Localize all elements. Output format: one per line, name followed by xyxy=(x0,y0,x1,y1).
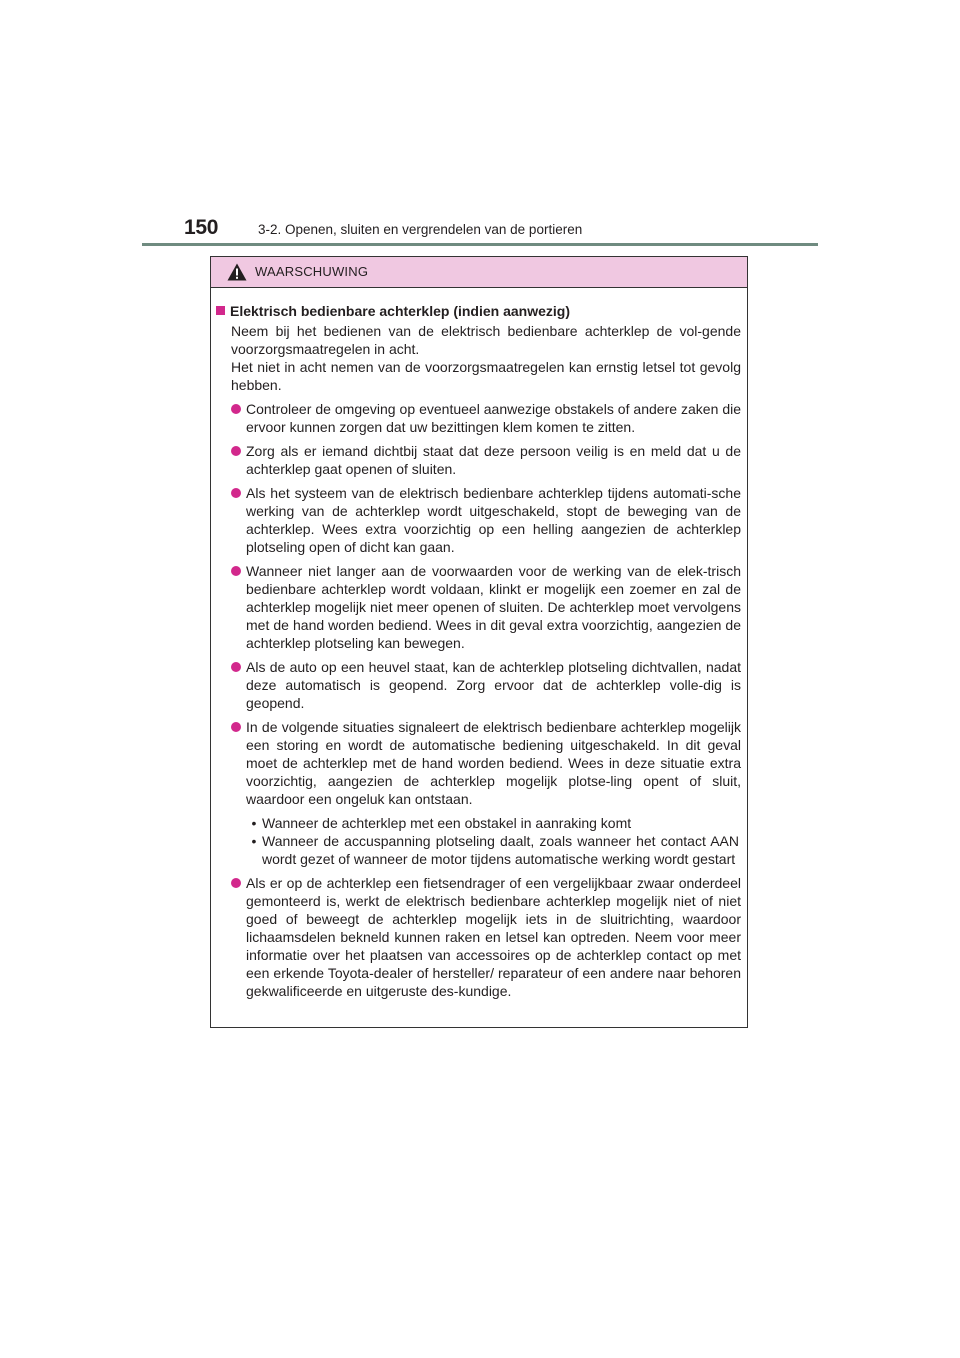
bullet-item xyxy=(216,718,741,808)
bullet-body xyxy=(246,718,741,808)
warning-label: WAARSCHUWING xyxy=(255,264,369,279)
round-bullet-icon xyxy=(231,446,241,456)
warning-content xyxy=(211,288,747,1000)
bullet-item xyxy=(216,442,741,478)
round-bullet-icon xyxy=(231,488,241,498)
header-rule xyxy=(142,243,818,246)
bullet-text: Als er op de achterklep een fietsendrager of een vergelijkbaar zwaar onderdeel gemonteerd is, werkt de elektrisch bedienbare achterklep mogelijk niet of niet goed of beweegt de achterklep mogelijk iets in de sluitrichting, waardoor lichaamsdelen bekneld kunnen raken en letsel kan optreden. Neem voor meer informatie over het plaatsen van accessoires op de achterklep contact op met een erkende Toyota-dealer of hersteller/ reparateur of een andere naar behoren gekwalificeerde en uitgeruste des-kundige. xyxy=(246,875,741,999)
square-bullet-icon xyxy=(216,306,225,315)
page-number: 150 xyxy=(184,216,219,239)
round-bullet-icon xyxy=(231,878,241,888)
bullet-item xyxy=(216,562,741,652)
round-bullet-icon xyxy=(231,566,241,576)
intro-text xyxy=(216,322,741,394)
bullet-item xyxy=(216,400,741,436)
round-bullet-icon xyxy=(231,662,241,672)
bullet-text: Als de auto op een heuvel staat, kan de achterklep plotseling dichtvallen, nadat deze automatisch is geopend. Zorg ervoor dat de achterklep volle-dig is geopend. xyxy=(246,659,741,711)
intro-paragraph: Neem bij het bedienen van de elektrisch bedienbare achterklep de vol-gende voorzorgsmaatregelen in acht. xyxy=(231,323,741,357)
sub-item xyxy=(246,832,741,868)
round-bullet-icon xyxy=(231,404,241,414)
section-heading xyxy=(216,302,741,320)
sub-bullet: • xyxy=(251,833,257,849)
bullet-text: In de volgende situaties signaleert de elektrisch bedienbare achterklep mogelijk een storing en wordt de automatische bediening uitgeschakeld. In dit geval moet de achterklep met de hand worden bediend. Wees in deze situatie extra voorzichtig, aangezien de achterklep mogelijk plotse-ling opent of sluit, waardoor een ongeluk kan ontstaan. xyxy=(246,719,741,807)
sub-list xyxy=(246,814,741,868)
sub-item-text: Wanneer de accuspanning plotseling daalt, zoals wanneer het contact AAN wordt gezet of wanneer de motor tijdens automatische werking wordt gestart xyxy=(262,833,739,867)
warning-triangle-icon xyxy=(227,263,247,281)
bullet-text: Controleer de omgeving op eventueel aanwezige obstakels of andere zaken die ervoor kunnen zorgen dat uw bezittingen klem komen te zitten. xyxy=(246,401,741,435)
bullet-item xyxy=(216,874,741,1000)
round-bullet-icon xyxy=(231,722,241,732)
section-title: Elektrisch bedienbare achterklep (indien aanwezig) xyxy=(230,303,570,319)
chapter-title: 3-2. Openen, sluiten en vergrendelen van de portieren xyxy=(258,222,583,237)
bullet-text: Zorg als er iemand dichtbij staat dat deze persoon veilig is en meld dat u de achterklep gaat openen of sluiten. xyxy=(246,443,741,477)
warning-box xyxy=(210,256,748,1028)
intro-paragraph: Het niet in acht nemen van de voorzorgsmaatregelen kan ernstig letsel tot gevolg hebben. xyxy=(231,359,741,393)
bullet-item xyxy=(216,484,741,556)
warning-header xyxy=(211,257,747,288)
bullet-item xyxy=(216,658,741,712)
sub-bullet: • xyxy=(251,815,257,831)
sub-item xyxy=(246,814,741,832)
bullet-text: Wanneer niet langer aan de voorwaarden voor de werking van de elek-trisch bedienbare achterklep wordt voldaan, klinkt er mogelijk een zoemer en zal de achterklep mogelijk niet meer openen of sluiten. De achterklep moet vervolgens met de hand worden bediend. Wees in dit geval extra voorzichtig, aangezien de achterklep plotseling kan bewegen. xyxy=(246,563,741,651)
bullet-text: Als het systeem van de elektrisch bedienbare achterklep tijdens automati-sche werking van de achterklep wordt uitgeschakeld, stopt de beweging van de achterklep. Wees extra voorzichtig op een helling aangezien de achterklep plotseling open of dicht kan gaan. xyxy=(246,485,741,555)
sub-item-text: Wanneer de achterklep met een obstakel in aanraking komt xyxy=(262,815,632,831)
